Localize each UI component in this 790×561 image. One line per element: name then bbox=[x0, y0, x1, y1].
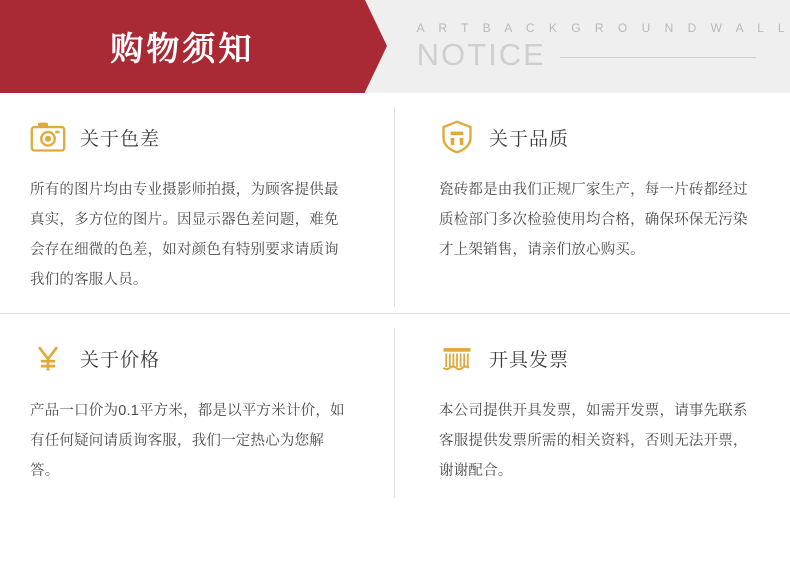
notice-card-invoice bbox=[395, 313, 790, 504]
header-banner-left bbox=[0, 0, 365, 93]
notice-grid bbox=[0, 93, 790, 504]
camera-icon bbox=[30, 119, 66, 155]
page-header bbox=[0, 0, 790, 93]
header-divider-line bbox=[560, 57, 756, 58]
card-body: 所有的图片均由专业摄影师拍摄，为顾客提供最真实，多方位的图片。因显示器色差问题，难免会存在细微的色差，如对颜色有特别要求请质询我们的客服人员。 bbox=[30, 182, 339, 288]
notice-card-price bbox=[0, 313, 395, 504]
card-header bbox=[439, 340, 756, 376]
card-body: 本公司提供开具发票，如需开发票，请事先联系客服提供发票所需的相关资料，否则无法开票，谢谢配合。 bbox=[439, 403, 748, 479]
notice-card-color-difference bbox=[0, 93, 395, 313]
header-notice-row bbox=[417, 37, 790, 73]
card-title: 关于价格 bbox=[80, 349, 161, 371]
card-header bbox=[30, 340, 351, 376]
card-header bbox=[439, 119, 756, 155]
yuan-price-icon bbox=[30, 340, 66, 376]
header-banner-right bbox=[365, 0, 790, 93]
invoice-icon bbox=[439, 340, 475, 376]
card-title: 开具发票 bbox=[489, 349, 570, 371]
card-body: 瓷砖都是由我们正规厂家生产，每一片砖都经过质检部门多次检验使用均合格，确保环保无污染才上架销售，请亲们放心购买。 bbox=[439, 182, 748, 258]
banner-arrow-shape bbox=[365, 0, 387, 92]
card-header bbox=[30, 119, 351, 155]
shield-quality-icon bbox=[439, 119, 475, 155]
header-notice-en: NOTICE bbox=[416, 36, 546, 72]
notice-card-quality bbox=[395, 93, 790, 313]
card-title: 关于色差 bbox=[80, 128, 161, 150]
card-body: 产品一口价为0.1平方米，都是以平方米计价，如有任何疑问请质询客服，我们一定热心为您解答。 bbox=[30, 403, 345, 479]
card-title: 关于品质 bbox=[489, 128, 570, 150]
page-title: 购物须知 bbox=[110, 30, 255, 67]
header-subtitle-en: A R T B A C K G R O U N D W A L L bbox=[416, 20, 790, 35]
